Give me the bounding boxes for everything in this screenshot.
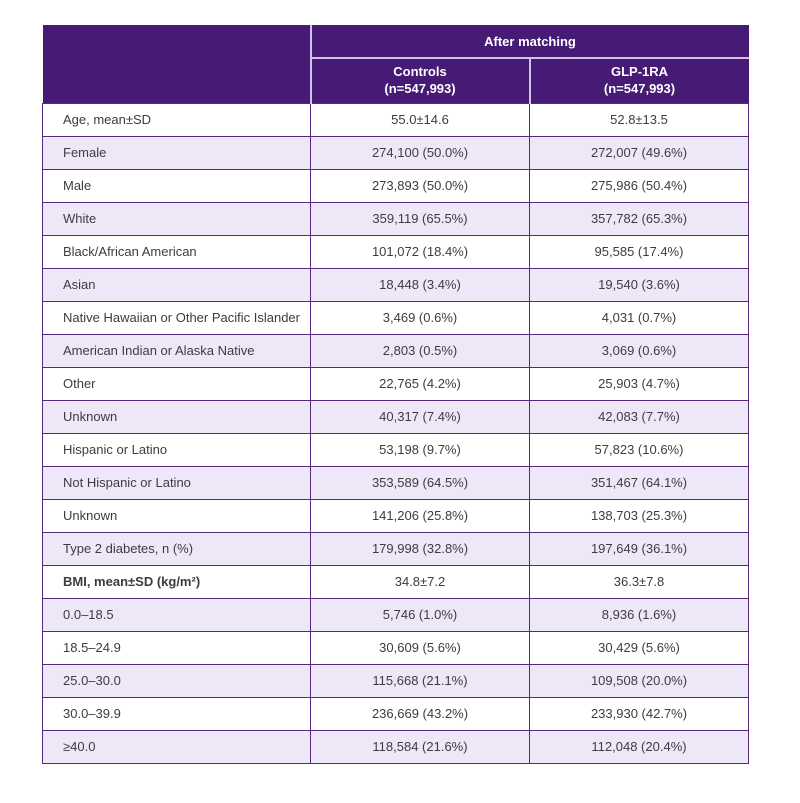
glp1ra-value: 138,703 (25.3%) bbox=[530, 499, 749, 532]
table-row bbox=[43, 598, 749, 631]
glp1ra-value: 52.8±13.5 bbox=[530, 103, 749, 136]
row-label: Type 2 diabetes, n (%) bbox=[43, 532, 311, 565]
row-label: BMI, mean±SD (kg/m²) bbox=[43, 565, 311, 598]
glp1ra-value: 272,007 (49.6%) bbox=[530, 136, 749, 169]
table-row bbox=[43, 631, 749, 664]
controls-value: 30,609 (5.6%) bbox=[311, 631, 530, 664]
table-row bbox=[43, 730, 749, 763]
row-label: Other bbox=[43, 367, 311, 400]
controls-value: 118,584 (21.6%) bbox=[311, 730, 530, 763]
controls-value: 22,765 (4.2%) bbox=[311, 367, 530, 400]
glp1ra-value: 4,031 (0.7%) bbox=[530, 301, 749, 334]
row-label: 25.0–30.0 bbox=[43, 664, 311, 697]
table-row bbox=[43, 466, 749, 499]
glp1ra-value: 197,649 (36.1%) bbox=[530, 532, 749, 565]
row-label: American Indian or Alaska Native bbox=[43, 334, 311, 367]
glp1ra-value: 3,069 (0.6%) bbox=[530, 334, 749, 367]
corner-cell bbox=[43, 25, 311, 103]
row-label: Unknown bbox=[43, 499, 311, 532]
controls-value: 34.8±7.2 bbox=[311, 565, 530, 598]
row-label: Hispanic or Latino bbox=[43, 433, 311, 466]
row-label: 18.5–24.9 bbox=[43, 631, 311, 664]
glp1ra-value: 25,903 (4.7%) bbox=[530, 367, 749, 400]
row-label: White bbox=[43, 202, 311, 235]
controls-value: 179,998 (32.8%) bbox=[311, 532, 530, 565]
controls-value: 3,469 (0.6%) bbox=[311, 301, 530, 334]
controls-value: 141,206 (25.8%) bbox=[311, 499, 530, 532]
glp1ra-value: 36.3±7.8 bbox=[530, 565, 749, 598]
table-row bbox=[43, 532, 749, 565]
controls-value: 40,317 (7.4%) bbox=[311, 400, 530, 433]
glp1ra-value: 112,048 (20.4%) bbox=[530, 730, 749, 763]
table-row bbox=[43, 268, 749, 301]
table-row bbox=[43, 499, 749, 532]
glp1ra-column-header bbox=[530, 58, 749, 103]
table-row bbox=[43, 664, 749, 697]
glp1ra-value: 30,429 (5.6%) bbox=[530, 631, 749, 664]
controls-value: 273,893 (50.0%) bbox=[311, 169, 530, 202]
controls-value: 274,100 (50.0%) bbox=[311, 136, 530, 169]
glp1ra-value: 8,936 (1.6%) bbox=[530, 598, 749, 631]
glp1ra-value: 19,540 (3.6%) bbox=[530, 268, 749, 301]
row-label: Black/African American bbox=[43, 235, 311, 268]
table-row bbox=[43, 235, 749, 268]
controls-value: 53,198 (9.7%) bbox=[311, 433, 530, 466]
controls-column-n: (n=547,993) bbox=[384, 80, 456, 96]
row-label: Male bbox=[43, 169, 311, 202]
row-label: Female bbox=[43, 136, 311, 169]
table-row bbox=[43, 697, 749, 730]
controls-column-label: Controls bbox=[393, 64, 447, 79]
table-row bbox=[43, 301, 749, 334]
table-row bbox=[43, 334, 749, 367]
table-row bbox=[43, 367, 749, 400]
glp1ra-value: 233,930 (42.7%) bbox=[530, 697, 749, 730]
row-label: Native Hawaiian or Other Pacific Islander bbox=[43, 301, 311, 334]
controls-value: 55.0±14.6 bbox=[311, 103, 530, 136]
table-row bbox=[43, 136, 749, 169]
row-label: ≥40.0 bbox=[43, 730, 311, 763]
glp1ra-value: 95,585 (17.4%) bbox=[530, 235, 749, 268]
table-header bbox=[43, 25, 749, 103]
row-label: 30.0–39.9 bbox=[43, 697, 311, 730]
controls-value: 101,072 (18.4%) bbox=[311, 235, 530, 268]
glp1ra-value: 357,782 (65.3%) bbox=[530, 202, 749, 235]
controls-column-header bbox=[311, 58, 530, 103]
glp1ra-value: 351,467 (64.1%) bbox=[530, 466, 749, 499]
row-label: Asian bbox=[43, 268, 311, 301]
row-label: Age, mean±SD bbox=[43, 103, 311, 136]
controls-value: 115,668 (21.1%) bbox=[311, 664, 530, 697]
table-row bbox=[43, 103, 749, 136]
row-label: 0.0–18.5 bbox=[43, 598, 311, 631]
group-header-row bbox=[43, 25, 749, 58]
table-row bbox=[43, 400, 749, 433]
baseline-characteristics-table bbox=[42, 25, 749, 764]
controls-value: 18,448 (3.4%) bbox=[311, 268, 530, 301]
glp1ra-column-n: (n=547,993) bbox=[603, 80, 676, 96]
table-row bbox=[43, 202, 749, 235]
table-row bbox=[43, 433, 749, 466]
controls-value: 359,119 (65.5%) bbox=[311, 202, 530, 235]
controls-value: 2,803 (0.5%) bbox=[311, 334, 530, 367]
after-matching-header: After matching bbox=[311, 25, 749, 58]
table-row bbox=[43, 169, 749, 202]
table-body bbox=[43, 103, 749, 763]
row-label: Unknown bbox=[43, 400, 311, 433]
glp1ra-value: 57,823 (10.6%) bbox=[530, 433, 749, 466]
controls-value: 353,589 (64.5%) bbox=[311, 466, 530, 499]
glp1ra-value: 109,508 (20.0%) bbox=[530, 664, 749, 697]
row-label: Not Hispanic or Latino bbox=[43, 466, 311, 499]
controls-value: 236,669 (43.2%) bbox=[311, 697, 530, 730]
glp1ra-value: 42,083 (7.7%) bbox=[530, 400, 749, 433]
glp1ra-column-label: GLP-1RA bbox=[610, 64, 669, 79]
glp1ra-value: 275,986 (50.4%) bbox=[530, 169, 749, 202]
controls-value: 5,746 (1.0%) bbox=[311, 598, 530, 631]
table-row bbox=[43, 565, 749, 598]
